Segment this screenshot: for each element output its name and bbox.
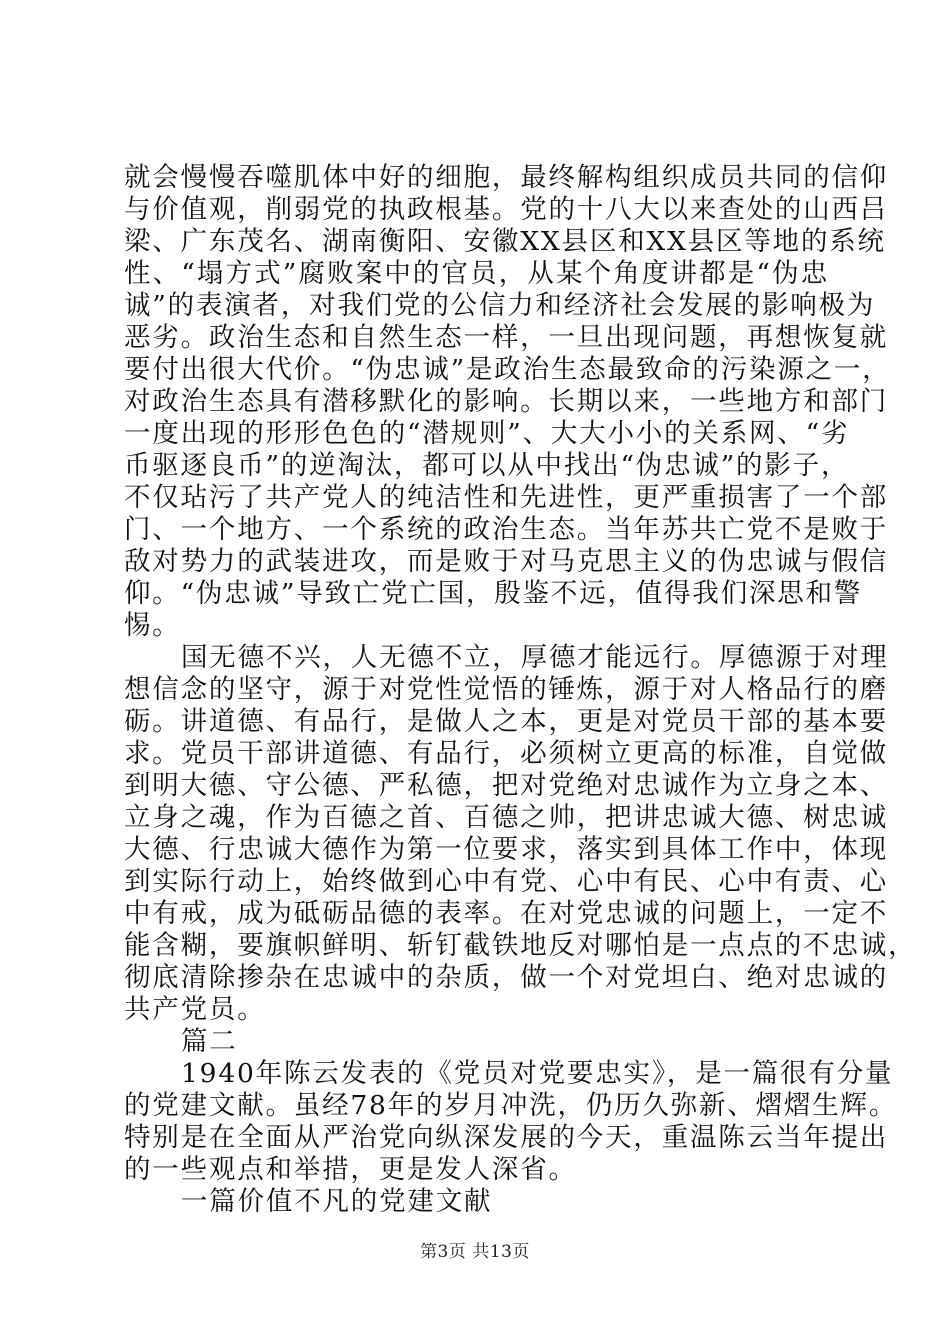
text-line: 的党建文献。虽经78年的岁月冲洗，仍历久弥新、熠熠生辉。	[124, 1090, 898, 1121]
text-line: 门、一个地方、一个系统的政治生态。当年苏共亡党不是败于	[124, 514, 889, 545]
text-line: 惕。	[124, 610, 181, 641]
page-footer: 第3页 共13页	[420, 1242, 530, 1262]
text-line: 敌对势力的武装进攻，而是败于对马克思主义的伪忠诚与假信	[124, 546, 889, 577]
text-line: 1940年陈云发表的《党员对党要忠实》，是一篇很有分量	[181, 1058, 894, 1089]
text-line: 特别是在全面从严治党向纵深发展的今天，重温陈云当年提出	[124, 1122, 889, 1153]
text-line: 对政治生态具有潜移默化的影响。长期以来，一些地方和部门	[124, 386, 889, 417]
text-line: 一篇价值不凡的党建文献	[181, 1186, 493, 1217]
text-line: 诚”的表演者，对我们党的公信力和经济社会发展的影响极为	[124, 290, 876, 321]
text-line: 仰。“伪忠诚”导致亡党亡国，殷鉴不远，值得我们深思和警	[124, 578, 863, 609]
text-line: 到实际行动上，始终做到心中有党、心中有民、心中有责、心	[124, 866, 889, 897]
text-line: 与价值观，削弱党的执政根基。党的十八大以来查处的山西吕	[124, 194, 889, 225]
document-body	[124, 162, 917, 1218]
text-line: 大德、行忠诚大德作为第一位要求，落实到具体工作中，体现	[124, 834, 889, 865]
text-line: 到明大德、守公德、严私德，把对党绝对忠诚作为立身之本、	[124, 770, 889, 801]
text-line: 就会慢慢吞噬肌体中好的细胞，最终解构组织成员共同的信仰	[124, 162, 889, 193]
text-line: 篇二	[181, 1026, 238, 1057]
text-line: 币驱逐良币”的逆淘汰，都可以从中找出“伪忠诚”的影子，	[124, 450, 850, 481]
text-line: 梁、广东茂名、湖南衡阳、安徽XX县区和XX县区等地的系统	[124, 226, 886, 257]
text-line: 中有戒，成为砥砺品德的表率。在对党忠诚的问题上，一定不	[124, 898, 889, 929]
text-line: 一度出现的形形色色的“潜规则”、大大小小的关系网、“劣	[124, 418, 850, 449]
text-line: 求。党员干部讲道德、有品行，必须树立更高的标准，自觉做	[124, 738, 889, 769]
text-line: 想信念的坚守，源于对党性觉悟的锤炼，源于对人格品行的磨	[124, 674, 889, 705]
text-line: 要付出很大代价。“伪忠诚”是政治生态最致命的污染源之一，	[124, 354, 891, 385]
text-line: 砺。讲道德、有品行，是做人之本，更是对党员干部的基本要	[124, 706, 889, 737]
text-line: 的一些观点和举措，更是发人深省。	[124, 1154, 577, 1185]
text-line: 国无德不兴，人无德不立，厚德才能远行。厚德源于对理	[181, 642, 889, 673]
text-line: 不仅玷污了共产党人的纯洁性和先进性，更严重损害了一个部	[124, 482, 889, 513]
text-line: 性、“塌方式”腐败案中的官员，从某个角度讲都是“伪忠	[124, 258, 829, 289]
text-line: 能含糊，要旗帜鲜明、斩钉截铁地反对哪怕是一点点的不忠诚，	[124, 930, 917, 961]
text-line: 立身之魂，作为百德之首、百德之帅，把讲忠诚大德、树忠诚	[124, 802, 889, 833]
text-line: 彻底清除掺杂在忠诚中的杂质，做一个对党坦白、绝对忠诚的	[124, 962, 889, 993]
text-line: 共产党员。	[124, 994, 266, 1025]
text-line: 恶劣。政治生态和自然生态一样，一旦出现问题，再想恢复就	[124, 322, 889, 353]
